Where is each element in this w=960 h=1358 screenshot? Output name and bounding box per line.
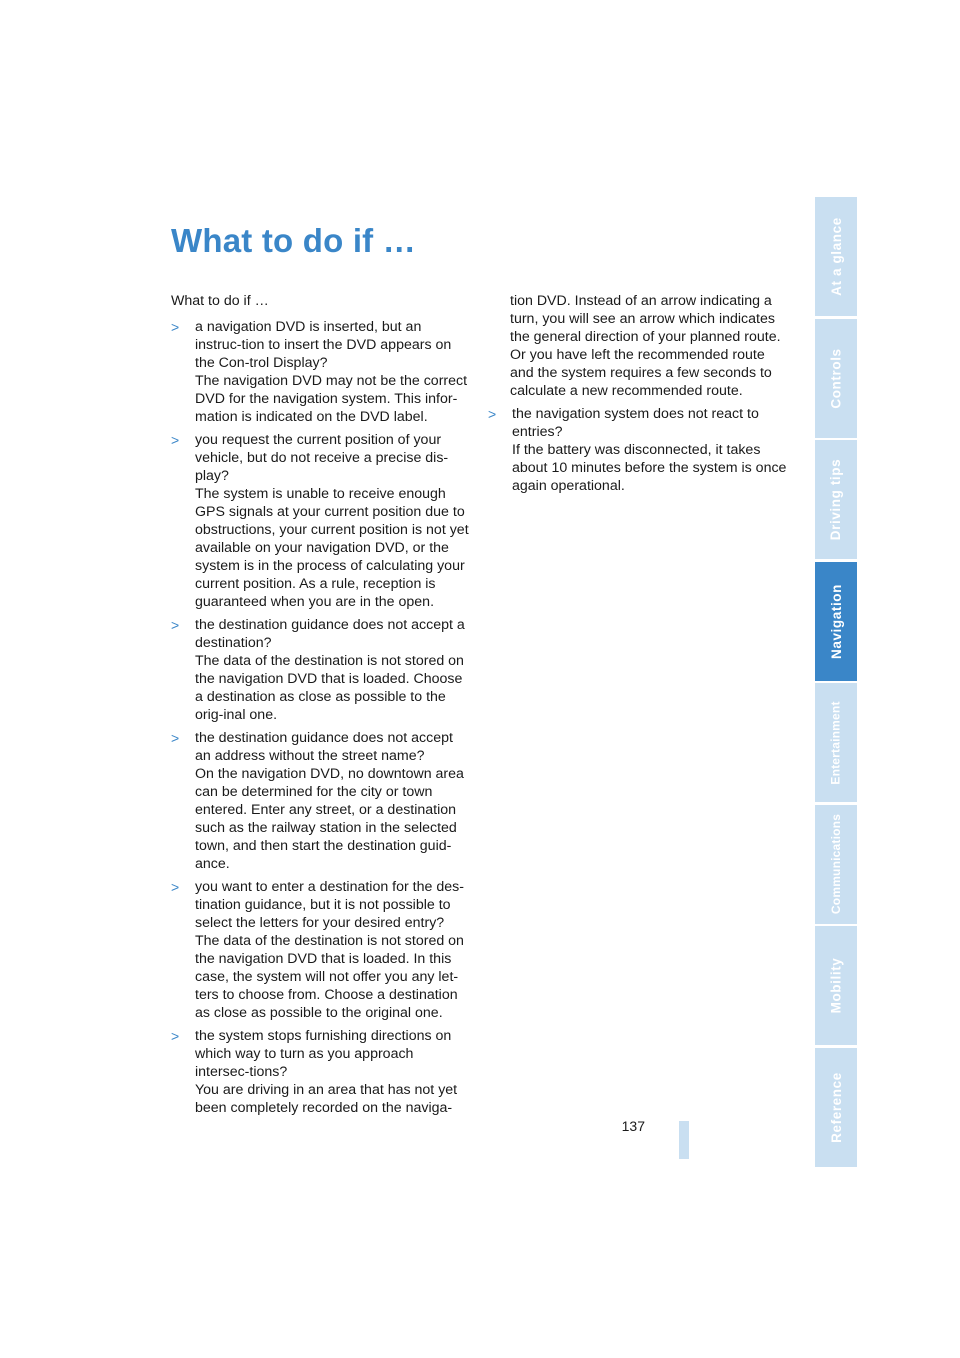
sidebar-tab-label: Communications bbox=[829, 813, 843, 915]
faq-answer: The data of the destination is not stored on the navigation DVD that is loaded. In this case, the system will not offer you any let-ters to choose from. Choose a destination as close as possible to the original one. bbox=[195, 933, 464, 1021]
page-marker-bar bbox=[679, 1121, 689, 1159]
faq-answer: On the navigation DVD, no downtown area can be determined for the city or town entered. Enter any street, or a destination such as the railway station in the selected town, and then start the destination guid-ance. bbox=[195, 766, 464, 872]
left-column bbox=[171, 292, 471, 1122]
faq-list-right bbox=[488, 405, 788, 495]
bullet-arrow-icon: > bbox=[171, 617, 180, 633]
right-column bbox=[488, 292, 788, 500]
faq-item bbox=[171, 616, 471, 724]
chapter-sidebar bbox=[815, 197, 857, 1160]
faq-question: the system stops furnishing directions on which way to turn as you approach intersec-tions? bbox=[195, 1028, 452, 1080]
faq-item bbox=[171, 1027, 471, 1117]
sidebar-tab-at-a-glance[interactable] bbox=[815, 197, 857, 316]
bullet-arrow-icon: > bbox=[171, 1028, 180, 1044]
page-title: What to do if … bbox=[171, 222, 416, 259]
sidebar-tab-label: Entertainment bbox=[829, 700, 843, 785]
sidebar-tab-entertainment[interactable] bbox=[815, 683, 857, 802]
faq-item bbox=[171, 878, 471, 1022]
sidebar-tab-reference[interactable] bbox=[815, 1048, 857, 1167]
sidebar-tab-driving-tips[interactable] bbox=[815, 440, 857, 559]
faq-question: the destination guidance does not accept a destination? bbox=[195, 617, 465, 651]
faq-question: a navigation DVD is inserted, but an instruc-tion to insert the DVD appears on the Con-trol Display? bbox=[195, 319, 452, 371]
continuation-text: tion DVD. Instead of an arrow indicating a turn, you will see an arrow which indicates the general direction of your planned route. Or you have left the recommended route and the system requires a few seconds to calculate a new recommended route. bbox=[510, 293, 781, 399]
sidebar-tab-label: At a glance bbox=[828, 217, 844, 296]
faq-answer: The system is unable to receive enough GPS signals at your current position due to obstructions, your current position is not yet available on your navigation DVD, or the system is in the process of calculating your current position. As a rule, reception is guaranteed when you are in the open. bbox=[195, 486, 469, 610]
sidebar-tab-controls[interactable] bbox=[815, 319, 857, 438]
bullet-arrow-icon: > bbox=[171, 432, 180, 448]
faq-list bbox=[171, 318, 471, 1117]
bullet-arrow-icon: > bbox=[171, 730, 180, 746]
faq-answer: If the battery was disconnected, it takes about 10 minutes before the system is once again operational. bbox=[512, 442, 787, 494]
faq-question: you request the current position of your vehicle, but do not receive a precise dis-play? bbox=[195, 432, 449, 484]
sidebar-tab-communications[interactable] bbox=[815, 805, 857, 924]
faq-item bbox=[171, 431, 471, 611]
faq-question: the navigation system does not react to entries? bbox=[512, 406, 759, 440]
bullet-arrow-icon: > bbox=[171, 879, 180, 895]
faq-item bbox=[488, 405, 788, 495]
page-number: 137 bbox=[621, 1118, 645, 1134]
sidebar-tab-label: Driving tips bbox=[828, 458, 844, 541]
faq-answer: The data of the destination is not stored on the navigation DVD that is loaded. Choose a destination as close as possible to the orig-inal one. bbox=[195, 653, 464, 723]
faq-question: the destination guidance does not accept an address without the street name? bbox=[195, 730, 453, 764]
bullet-arrow-icon: > bbox=[488, 406, 497, 422]
sidebar-tab-label: Navigation bbox=[828, 583, 844, 659]
bullet-arrow-icon: > bbox=[171, 319, 180, 335]
intro-text: What to do if … bbox=[171, 293, 269, 309]
sidebar-tab-mobility[interactable] bbox=[815, 926, 857, 1045]
faq-question: you want to enter a destination for the des-tination guidance, but it is not possible to select the letters for your desired entry? bbox=[195, 879, 464, 931]
sidebar-tab-label: Mobility bbox=[828, 957, 844, 1014]
sidebar-tab-label: Reference bbox=[828, 1071, 844, 1143]
faq-answer: You are driving in an area that has not yet been completely recorded on the naviga- bbox=[195, 1082, 458, 1116]
faq-item bbox=[171, 729, 471, 873]
sidebar-tab-navigation[interactable] bbox=[815, 562, 857, 681]
faq-item bbox=[171, 318, 471, 426]
faq-answer: The navigation DVD may not be the correct DVD for the navigation system. This infor-mation is indicated on the DVD label. bbox=[195, 373, 468, 425]
sidebar-tab-label: Controls bbox=[828, 347, 844, 409]
